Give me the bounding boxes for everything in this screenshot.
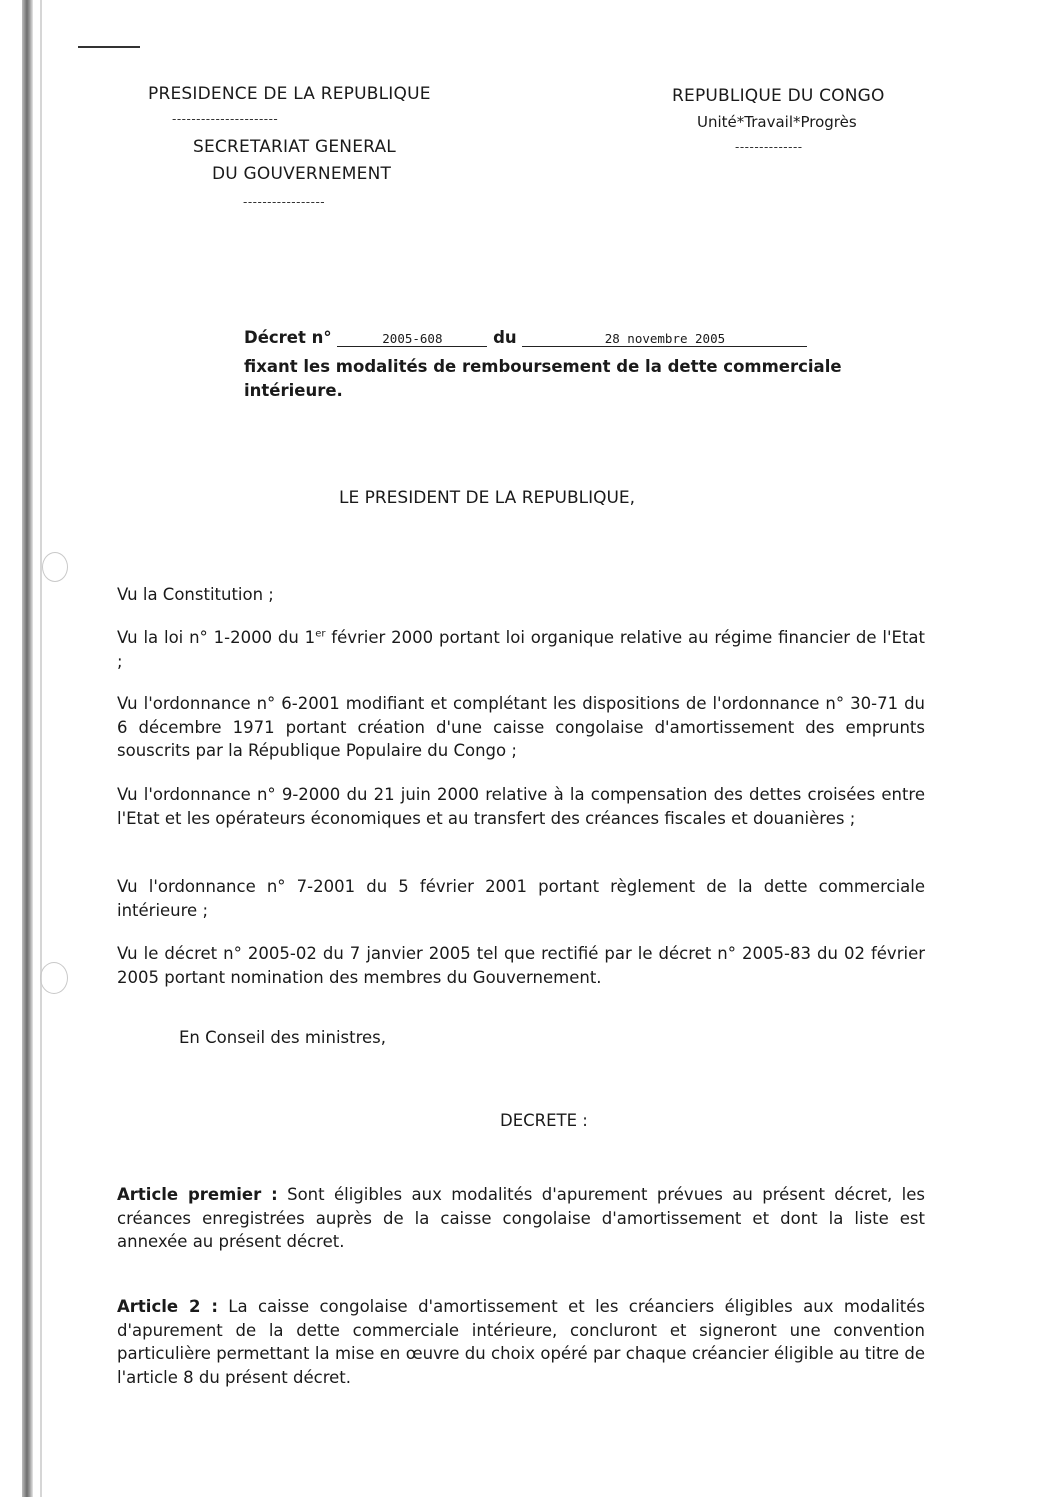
header-dash-right: --------------: [735, 140, 803, 154]
decree-date: 28 novembre 2005: [522, 332, 807, 347]
decree-label: Décret n°: [244, 328, 332, 347]
visa-decret-2005-02: Vu le décret n° 2005-02 du 7 janvier 2005 tel que rectifié par le décret n° 2005-83 du 02 février 2005 portant nomination des membres du Gouvernement.: [117, 944, 925, 987]
header-presidence: PRESIDENCE DE LA REPUBLIQUE: [148, 84, 431, 104]
visa-loi-text-post: février 2000 portant loi organique relative au régime financier de l'Etat ;: [117, 628, 925, 671]
visa-ordonnance-6-2001: Vu l'ordonnance n° 6-2001 modifiant et complétant les dispositions de l'ordonnance n° 30-71 du 6 décembre 1971 portant création d'une caisse congolaise d'amortissement des emprunts souscrits par la République Populaire du Congo ;: [117, 694, 925, 760]
header-motto: Unité*Travail*Progrès: [697, 113, 857, 131]
article-2: [117, 1295, 925, 1389]
header-republique: REPUBLIQUE DU CONGO: [672, 86, 885, 106]
visa-loi-sup: er: [315, 628, 326, 640]
president-heading: LE PRESIDENT DE LA REPUBLIQUE,: [339, 488, 636, 508]
article-1: [117, 1183, 925, 1254]
article-2-text: La caisse congolaise d'amortissement et les créanciers éligibles aux modalités d'apurement de la dette commerciale intérieure, concluront et signeront une convention particulière permettant la mise en œuvre du choix opéré par chaque créancier éligible au titre de l'article 8 du présent décret.: [117, 1297, 925, 1387]
visa-ordonnance-7-2001: Vu l'ordonnance n° 7-2001 du 5 février 2001 portant règlement de la dette commerciale intérieure ;: [117, 877, 925, 920]
header-secretariat-line2: DU GOUVERNEMENT: [212, 164, 392, 184]
corner-mark: [78, 46, 140, 48]
decree-title: [244, 328, 807, 347]
scan-edge: [22, 0, 33, 1497]
decree-subject-line2: intérieure.: [244, 381, 343, 400]
visa-loi: [117, 626, 925, 673]
article-1-text: Sont éligibles aux modalités d'apurement prévues au présent décret, les créances enregistrées auprès de la caisse congolaise d'amortissement et dont la liste est annexée au présent décret.: [117, 1185, 925, 1251]
decrete-heading: DECRETE :: [500, 1111, 588, 1130]
article-1-label: Article premier :: [117, 1185, 278, 1204]
header-secretariat-line1: SECRETARIAT GENERAL: [193, 137, 396, 157]
decree-du-label: du: [493, 328, 517, 347]
visa-ordonnance-9-2000: Vu l'ordonnance n° 9-2000 du 21 juin 2000 relative à la compensation des dettes croisées entre l'Etat et les opérateurs économiques et au transfert des créances fiscales et douanières ;: [117, 785, 925, 828]
margin-doodle: [42, 552, 68, 582]
scan-edge-line: [40, 0, 42, 1497]
visa-constitution: Vu la Constitution ;: [117, 585, 274, 604]
article-2-label: Article 2 :: [117, 1297, 218, 1316]
conseil-line: En Conseil des ministres,: [179, 1028, 387, 1047]
margin-doodle: [40, 962, 68, 994]
header-dash-2: -----------------: [243, 195, 326, 209]
header-dash-1: ----------------------: [172, 112, 279, 126]
decree-subject-line1: fixant les modalités de remboursement de la dette commerciale: [244, 357, 842, 376]
decree-number: 2005-608: [337, 332, 487, 347]
visa-loi-text-pre: Vu la loi n° 1-2000 du 1: [117, 628, 316, 647]
